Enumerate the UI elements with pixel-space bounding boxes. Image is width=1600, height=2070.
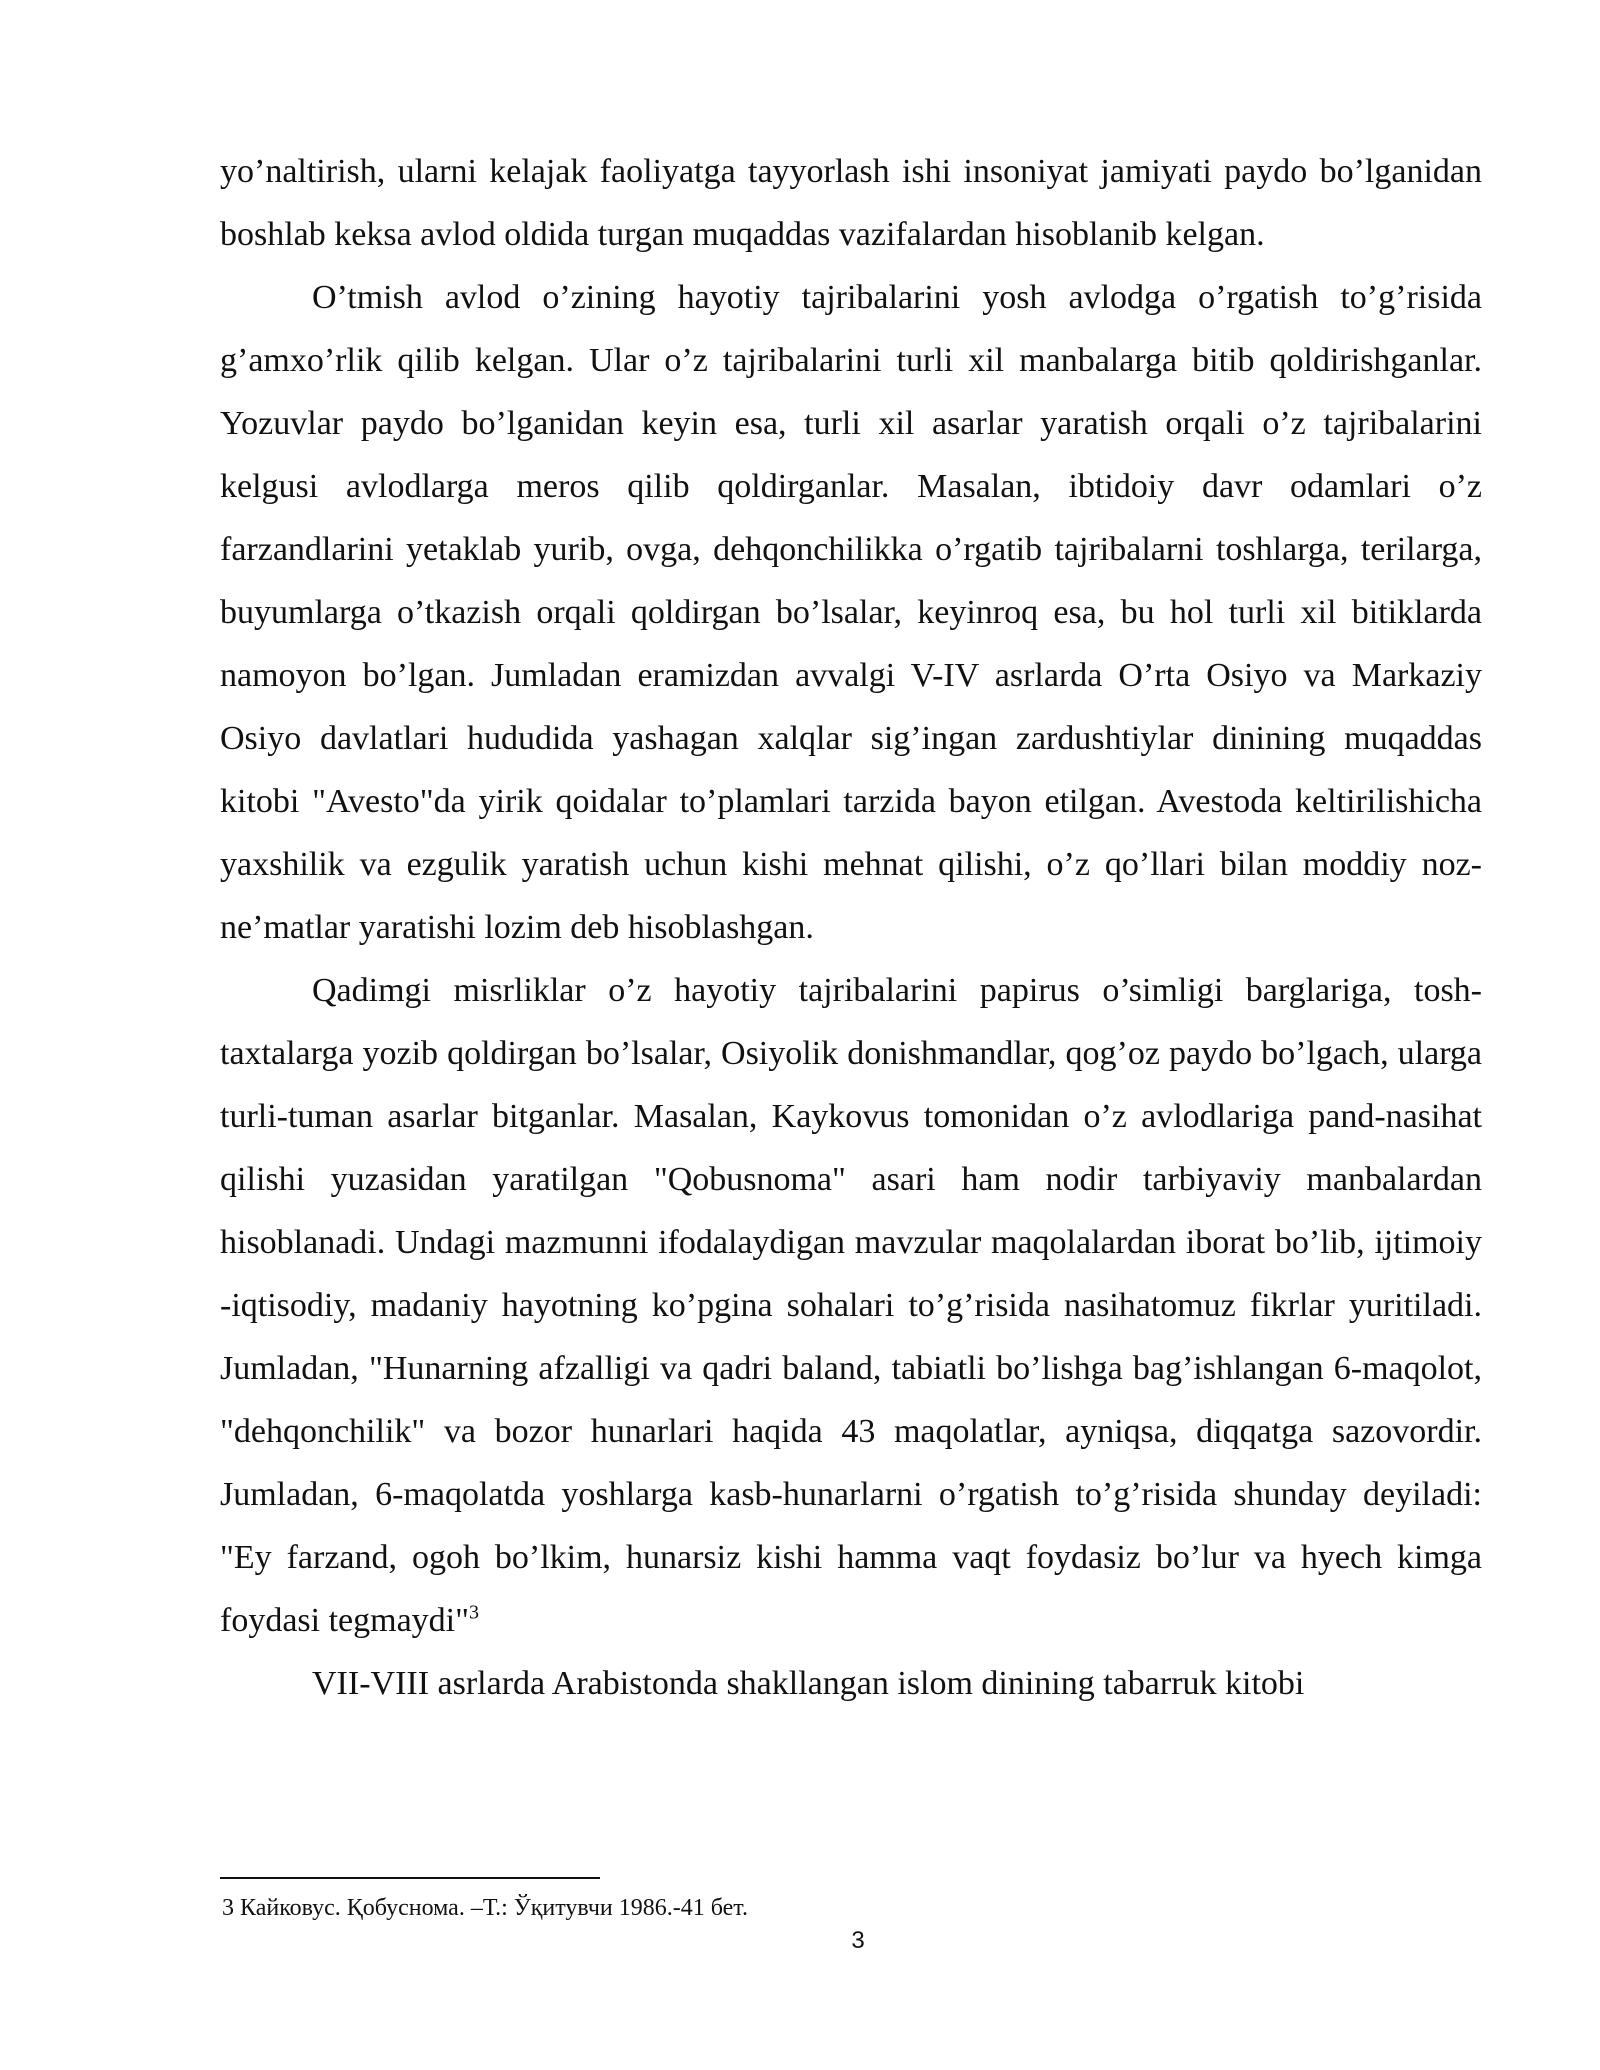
paragraph-qobusnoma-text: Qadimgi misrliklar o’z hayotiy tajribalarini papirus o’simligi barglariga, tosh-taxtalarga yozib qoldirgan bo’lsalar, Osiyolik donishmandlar, qog’oz paydo bo’lgach, ularga turli-tuman asarlar bitganlar. Masalan, Kaykovus tomonidan o’z avlodlariga pand-nasihat qilishi yuzasidan yaratilgan "Qobusnoma" asari ham nodir tarbiyaviy manbalardan hisoblanadi. Undagi mazmunni ifodalaydigan mavzular maqolalardan iborat bo’lib, ijtimoiy -iqtisodiy, madaniy hayotning ko’pgina sohalari to’g’risida nasihatomuz fikrlar yuritiladi. Jumladan, "Hunarning afzalligi va qadri baland, tabiatli bo’lishga bag’ishlangan 6-maqolot, "dehqonchilik" va bozor hunarlari haqida 43 maqolatlar, ayniqsa, diqqatga sazovordir. Jumladan, 6-maqolatda yoshlarga kasb-hunarlarni o’rgatish to’g’risida shunday deyiladi: "Ey farzand, ogoh bo’lkim, hunarsiz kishi hamma vaqt foydasiz bo’lur va hyech kimga foydasi tegmaydi" (220, 972, 1482, 1639)
paragraph-continuation: yo’naltirish, ularni kelajak faoliyatga tayyorlash ishi insoniyat jamiyati paydo bo’lganidan boshlab keksa avlod oldida turgan muqaddas vazifalardan hisoblanib kelgan. (220, 153, 1482, 253)
paragraph-avesto: O’tmish avlod o’zining hayotiy tajribalarini yosh avlodga o’rgatish to’g’risida g’amxo’rlik qilib kelgan. Ular o’z tajribalarini turli xil manbalarga bitib qoldirishganlar. Yozuvlar paydo bo’lganidan keyin esa, turli xil asarlar yaratish orqali o’z tajribalarini kelgusi avlodlarga meros qilib qoldirganlar. Masalan, ibtidoiy davr odamlari o’z farzandlarini yetaklab yurib, ovga, dehqonchilikka o’rgatib tajribalarni toshlarga, terilarga, buyumlarga o’tkazish orqali qoldirgan bo’lsalar, keyinroq esa, bu hol turli xil bitiklarda namoyon bo’lgan. Jumladan eramizdan avvalgi V-IV asrlarda O’rta Osiyo va Markaziy Osiyo davlatlari hududida yashagan xalqlar sig’ingan zardushtiylar dinining muqaddas kitobi "Avesto"da yirik qoidalar to’plamlari tarzida bayon etilgan. Avestoda keltirilishicha yaxshilik va ezgulik yaratish uchun kishi mehnat qilishi, o’z qo’llari bilan moddiy noz-ne’matlar yaratishi lozim deb hisoblashgan. (220, 279, 1482, 946)
footnote-reference[interactable]: 3 (469, 1601, 479, 1624)
paragraph-qobusnoma (220, 959, 1482, 1652)
footnote-divider (220, 1877, 600, 1879)
body-text (220, 140, 1482, 1715)
paragraph-islam: VII-VIII asrlarda Arabistonda shakllangan islom dinining tabarruk kitobi (312, 1665, 1305, 1702)
footnote-text: 3 Кайковус. Қобуснома. –Т.: Ўқитувчи 1986.-41 бет. (222, 1895, 748, 1921)
page-number: 3 (851, 1927, 865, 1954)
